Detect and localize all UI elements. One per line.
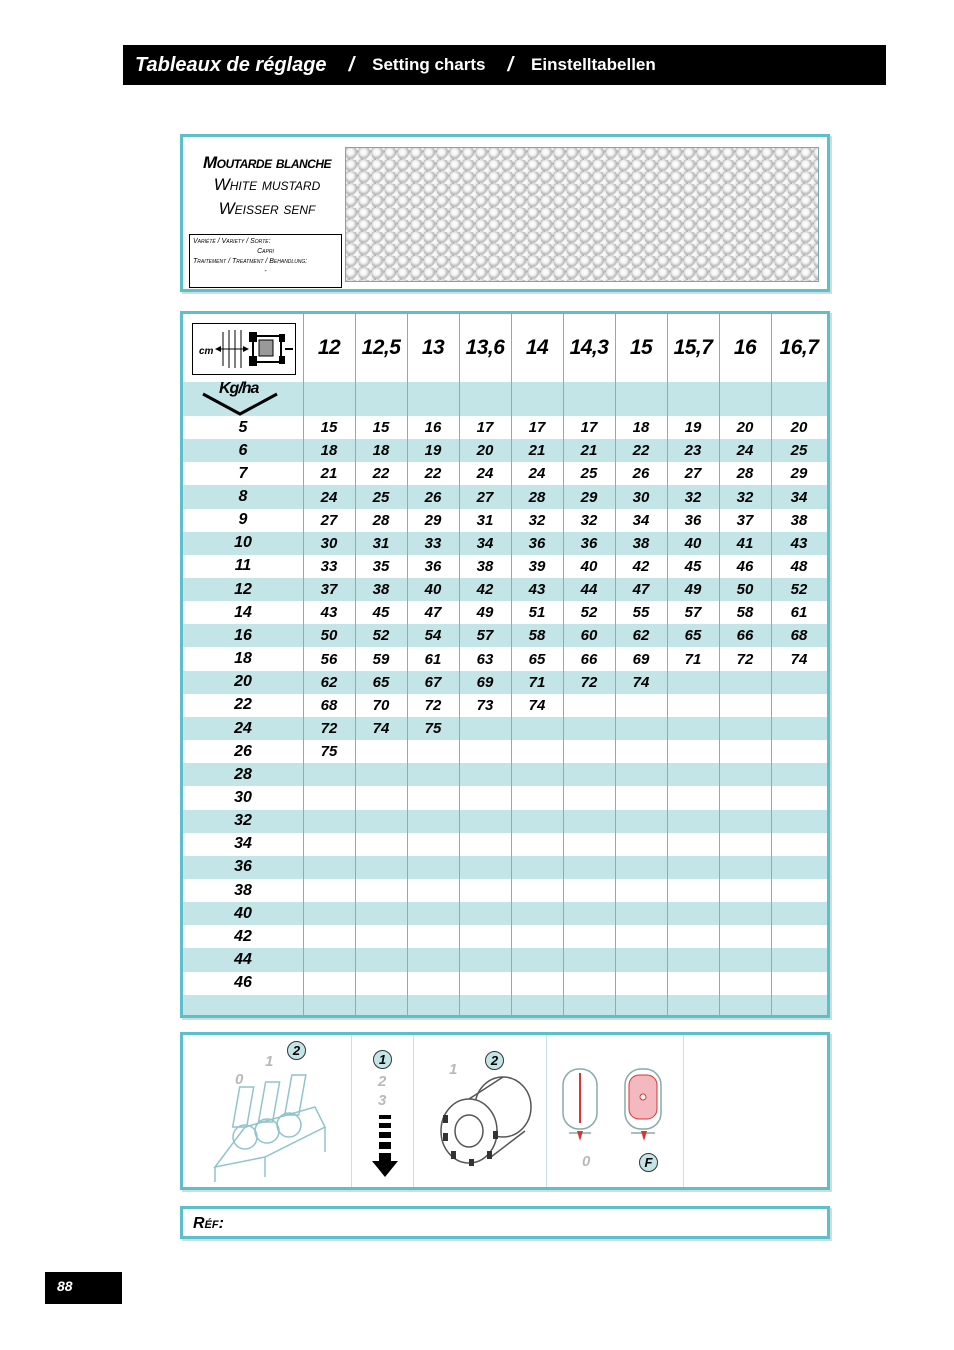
table-row <box>183 509 827 532</box>
variety-label: Variété / Variety / Sorte: <box>193 238 271 245</box>
kgha-value: 10 <box>234 534 252 552</box>
table-row <box>183 925 827 948</box>
setting-value: 32 <box>580 511 598 529</box>
setting-value: 66 <box>580 650 598 668</box>
setting-value: 27 <box>320 511 338 529</box>
setting-value: 22 <box>424 465 442 483</box>
column-divider <box>407 314 408 1015</box>
setting-value: 49 <box>684 581 702 599</box>
setting-value: 45 <box>372 604 390 622</box>
kgha-value: 26 <box>234 742 252 760</box>
column-header: 14 <box>525 336 549 359</box>
setting-value: 25 <box>790 442 808 460</box>
setting-value: 33 <box>320 557 338 575</box>
setting-value: 62 <box>632 627 650 645</box>
seed-info-box <box>180 134 830 292</box>
setting-value: 58 <box>736 604 754 622</box>
setting-value: 52 <box>372 627 390 645</box>
table-row <box>183 532 827 555</box>
setting-value: 74 <box>790 650 808 668</box>
table-row <box>183 648 827 671</box>
column-header: 15,7 <box>673 336 713 359</box>
setting-value: 65 <box>528 650 546 668</box>
setting-value: 20 <box>790 419 808 437</box>
setting-value: 65 <box>684 627 702 645</box>
setting-value: 71 <box>528 673 546 691</box>
gearbox-pos-1: 1 <box>265 1053 274 1070</box>
column-header: 14,3 <box>569 336 609 359</box>
kgha-value: 40 <box>234 904 252 922</box>
setting-value: 42 <box>632 557 650 575</box>
speed-option-2: 2 <box>378 1073 387 1090</box>
setting-value: 40 <box>684 534 702 552</box>
setting-value: 36 <box>424 557 442 575</box>
setting-value: 61 <box>424 650 442 668</box>
kgha-arrow-label <box>201 380 279 420</box>
kgha-value: 32 <box>234 812 252 830</box>
setting-value: 22 <box>372 465 390 483</box>
setting-value: 60 <box>580 627 598 645</box>
column-divider <box>355 314 356 1015</box>
setting-value: 66 <box>736 627 754 645</box>
setting-value: 65 <box>372 673 390 691</box>
table-row <box>183 786 827 809</box>
setting-value: 23 <box>684 442 702 460</box>
setting-value: 69 <box>632 650 650 668</box>
setting-value: 18 <box>320 442 338 460</box>
setting-value: 32 <box>684 488 702 506</box>
setting-value: 42 <box>476 581 494 599</box>
setting-value: 18 <box>632 419 650 437</box>
kgha-value: 30 <box>234 788 252 806</box>
setting-value: 38 <box>790 511 808 529</box>
column-divider <box>459 314 460 1015</box>
setting-value: 40 <box>424 581 442 599</box>
setting-value: 34 <box>476 534 494 552</box>
kgha-value: 5 <box>238 418 248 436</box>
arrow-down-icon <box>371 1113 399 1179</box>
setting-value: 28 <box>528 488 546 506</box>
setting-value: 24 <box>476 465 494 483</box>
table-row <box>183 717 827 740</box>
setting-value: 36 <box>580 534 598 552</box>
setting-value: 57 <box>476 627 494 645</box>
kgha-value: 16 <box>234 626 252 644</box>
gearbox-illustration-icon <box>205 1057 335 1187</box>
kgha-value: 11 <box>234 557 252 575</box>
setting-value: 31 <box>372 534 390 552</box>
speed-selected-badge: 1 <box>373 1050 392 1069</box>
setting-value: 72 <box>736 650 754 668</box>
seed-name-fr: Moutarde blanche <box>203 153 331 172</box>
setting-value: 19 <box>684 419 702 437</box>
table-row <box>183 624 827 647</box>
setting-chart-table <box>180 311 830 1018</box>
treatment-label: Traitement / Treatment / Behandlung: <box>193 258 308 265</box>
setting-value: 74 <box>528 696 546 714</box>
setting-value: 49 <box>476 604 494 622</box>
setting-value: 18 <box>372 442 390 460</box>
setting-value: 24 <box>320 488 338 506</box>
gearbox-selected-badge: 2 <box>287 1041 306 1060</box>
setting-value: 16 <box>424 419 442 437</box>
setting-value: 75 <box>320 743 338 761</box>
column-header: 15 <box>629 336 653 359</box>
setting-value: 20 <box>736 419 754 437</box>
column-header: 16,7 <box>779 336 819 359</box>
setting-value: 72 <box>424 696 442 714</box>
setting-value: 37 <box>320 581 338 599</box>
table-row <box>183 879 827 902</box>
table-row <box>183 416 827 439</box>
setting-value: 32 <box>528 511 546 529</box>
setting-value: 30 <box>320 534 338 552</box>
setting-value: 52 <box>580 604 598 622</box>
table-row <box>183 972 827 995</box>
setting-value: 74 <box>632 673 650 691</box>
setting-value: 25 <box>580 465 598 483</box>
setting-value: 40 <box>580 557 598 575</box>
cm-label: cm <box>199 346 214 357</box>
setting-value: 75 <box>424 720 442 737</box>
header-band <box>183 382 827 416</box>
setting-value: 70 <box>372 696 390 714</box>
setting-value: 28 <box>736 465 754 483</box>
table-row <box>183 555 827 578</box>
setting-value: 27 <box>476 488 494 506</box>
column-divider <box>771 314 772 1015</box>
setting-value: 62 <box>320 673 338 691</box>
setting-value: 41 <box>736 534 754 552</box>
setting-value: 57 <box>684 604 702 622</box>
speed-option-3: 3 <box>378 1092 387 1109</box>
setting-value: 38 <box>372 581 390 599</box>
setting-value: 30 <box>632 488 650 506</box>
title-en: Setting charts <box>372 55 486 74</box>
table-row <box>183 462 827 485</box>
table-row <box>183 485 827 508</box>
table-row <box>183 810 827 833</box>
column-divider <box>667 314 668 1015</box>
table-row <box>183 902 827 925</box>
setting-value: 55 <box>632 604 650 622</box>
setting-value: 47 <box>424 604 442 622</box>
kgha-value: 22 <box>234 696 252 714</box>
title-separator: / <box>348 53 355 76</box>
setting-value: 38 <box>632 534 650 552</box>
setting-value: 44 <box>580 581 598 599</box>
column-header: 13,6 <box>465 336 505 359</box>
kgha-value: 8 <box>238 488 248 505</box>
flap-pos-0: 0 <box>582 1153 591 1170</box>
setting-value: 43 <box>320 604 338 622</box>
setting-value: 24 <box>736 442 754 460</box>
setting-value: 68 <box>790 627 808 645</box>
column-divider <box>303 314 304 1015</box>
setting-value: 52 <box>790 581 808 599</box>
setting-value: 29 <box>424 511 442 529</box>
table-row <box>183 740 827 763</box>
kgha-label: Kg/ha <box>219 380 259 397</box>
table-row <box>183 763 827 786</box>
setting-value: 21 <box>528 442 546 460</box>
column-header: 13 <box>421 336 445 359</box>
kgha-value: 14 <box>234 603 252 621</box>
setting-value: 33 <box>424 534 442 552</box>
column-header: 12,5 <box>361 336 401 359</box>
gear-wheel-icon <box>429 1071 541 1171</box>
setting-value: 25 <box>372 488 390 506</box>
table-row <box>183 948 827 971</box>
flap-selected-badge: F <box>639 1153 658 1172</box>
seed-photo <box>345 147 819 282</box>
setting-value: 59 <box>372 650 390 668</box>
table-row <box>183 671 827 694</box>
flap-illustration-icon <box>555 1061 675 1153</box>
kgha-value: 20 <box>234 673 252 691</box>
variety-box <box>189 234 342 288</box>
setting-value: 15 <box>372 419 390 437</box>
setting-value: 47 <box>632 581 650 599</box>
setting-value: 20 <box>476 442 494 460</box>
setting-value: 31 <box>476 511 494 529</box>
reference-box <box>180 1206 830 1239</box>
column-divider <box>563 314 564 1015</box>
setting-value: 46 <box>736 557 754 575</box>
page-header <box>123 45 886 85</box>
kgha-value: 38 <box>234 881 252 899</box>
setting-value: 21 <box>320 465 338 483</box>
setting-value: 56 <box>320 650 338 668</box>
kgha-value: 24 <box>234 719 252 737</box>
setting-value: 26 <box>632 465 650 483</box>
gearbox-pos-0: 0 <box>235 1071 244 1088</box>
seed-name-de: Weißer senf <box>218 199 316 218</box>
setting-value: 50 <box>736 581 754 599</box>
setting-value: 63 <box>476 650 494 668</box>
table-row <box>183 578 827 601</box>
setting-value: 61 <box>790 604 808 622</box>
kgha-value: 34 <box>234 835 252 853</box>
setting-value: 72 <box>580 673 598 691</box>
title-fr: Tableaux de réglage <box>135 53 327 76</box>
setting-value: 69 <box>476 673 494 691</box>
setting-value: 22 <box>632 442 650 460</box>
setting-value: 37 <box>736 511 754 529</box>
kgha-value: 36 <box>234 858 252 876</box>
tractor-width-icon <box>192 323 296 375</box>
settings-panel <box>180 1032 830 1190</box>
setting-value: 43 <box>528 581 546 599</box>
table-row <box>183 601 827 624</box>
setting-value: 39 <box>528 557 546 575</box>
kgha-value: 7 <box>238 464 248 482</box>
kgha-value: 42 <box>234 927 252 945</box>
table-row <box>183 833 827 856</box>
setting-value: 19 <box>424 442 442 460</box>
setting-value: 36 <box>528 534 546 552</box>
setting-value: 38 <box>476 557 494 575</box>
kgha-value: 46 <box>234 974 252 992</box>
column-header: 12 <box>317 336 341 359</box>
setting-value: 35 <box>372 557 390 575</box>
setting-value: 32 <box>736 488 754 506</box>
setting-value: 34 <box>632 511 650 529</box>
title-de: Einstelltabellen <box>531 55 656 74</box>
setting-value: 17 <box>528 419 546 437</box>
setting-value: 73 <box>476 696 494 714</box>
kgha-value: 28 <box>234 765 252 783</box>
setting-value: 71 <box>684 650 702 668</box>
wheel-pos-1: 1 <box>449 1061 458 1078</box>
setting-value: 28 <box>372 511 390 529</box>
setting-value: 51 <box>528 604 546 622</box>
kgha-value: 18 <box>234 650 252 668</box>
setting-value: 48 <box>790 557 808 575</box>
setting-value: 34 <box>790 488 808 506</box>
seed-name <box>189 153 345 221</box>
table-row <box>183 856 827 879</box>
setting-value: 17 <box>476 419 494 437</box>
column-divider <box>511 314 512 1015</box>
setting-value: 74 <box>372 720 390 737</box>
setting-value: 68 <box>320 696 338 714</box>
column-divider <box>615 314 616 1015</box>
setting-value: 58 <box>528 627 546 645</box>
seed-name-en: White mustard <box>213 175 321 194</box>
page-number: 88 <box>45 1272 122 1304</box>
setting-value: 15 <box>320 419 338 437</box>
setting-value: 24 <box>528 465 546 483</box>
column-divider <box>719 314 720 1015</box>
setting-value: 45 <box>684 557 702 575</box>
setting-value: 21 <box>580 442 598 460</box>
treatment-value: - <box>264 268 267 275</box>
ref-label: Réf: <box>193 1215 224 1232</box>
column-header: 16 <box>733 336 757 359</box>
setting-value: 54 <box>424 627 442 645</box>
kgha-value: 9 <box>238 511 248 529</box>
wheel-selected-badge: 2 <box>485 1051 504 1070</box>
title-separator: / <box>507 53 514 76</box>
setting-value: 67 <box>424 673 442 691</box>
setting-value: 29 <box>580 488 598 506</box>
kgha-value: 44 <box>234 951 252 968</box>
kgha-value: 6 <box>238 441 248 459</box>
table-row <box>183 694 827 717</box>
setting-value: 29 <box>790 465 808 483</box>
setting-value: 27 <box>684 465 702 483</box>
variety-value: Capri <box>257 248 274 255</box>
setting-value: 72 <box>320 720 338 737</box>
setting-value: 43 <box>790 534 808 552</box>
setting-value: 50 <box>320 627 338 645</box>
setting-value: 36 <box>684 511 702 529</box>
table-row <box>183 995 827 1018</box>
setting-value: 26 <box>424 488 442 506</box>
table-row <box>183 439 827 462</box>
setting-value: 17 <box>580 419 598 437</box>
kgha-value: 12 <box>234 580 252 598</box>
